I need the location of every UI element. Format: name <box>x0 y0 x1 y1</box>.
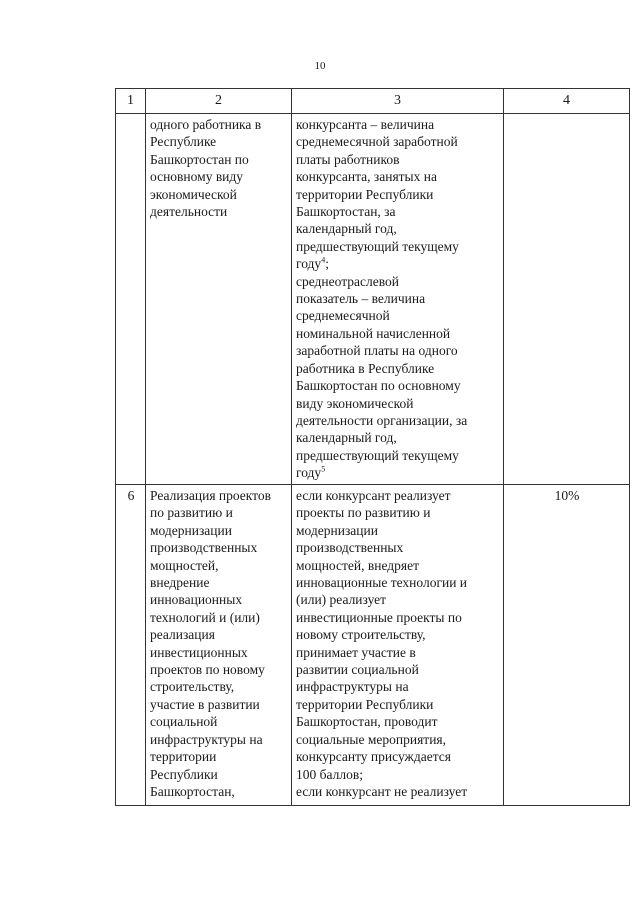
header-cell-1: 1 <box>116 89 146 114</box>
row-number-cell <box>116 114 146 485</box>
page-number: 10 <box>314 60 326 72</box>
method-cell <box>292 114 504 485</box>
header-cell-4: 4 <box>504 89 630 114</box>
footnote-ref: 4 <box>321 255 326 265</box>
criterion-cell: Реализация проектов по развитию и модернизации производственных мощностей, внедрение инновационных технологий и (или) реализация инвестиционных проектов по новому строительству, участие в развитии социальной инфраструктуры на территории Республики Башкортостан, <box>146 485 292 806</box>
criteria-table <box>115 88 630 806</box>
header-cell-3: 3 <box>292 89 504 114</box>
table-row <box>116 114 630 485</box>
method-text: ; среднеотраслевой показатель – величина среднемесячной номинальной начисленной заработной платы на одного работника в Республике Башкортостан по основному виду экономической деятельности организации, за календарный год, предшествующий текущему году <box>296 256 468 481</box>
footnote-ref: 5 <box>321 464 326 474</box>
criterion-cell: одного работника в Республике Башкортостан по основному виду экономической деятельности <box>146 114 292 485</box>
weight-cell <box>504 114 630 485</box>
method-cell: если конкурсант реализует проекты по развитию и модернизации производственных мощностей, внедряет инновационные технологии и (или) реализует инвестиционные проекты по новому строительству, принимает участие в развитии социальной инфраструктуры на территории Республики Башкортостан, проводит социальные мероприятия, конкурсанту присуждается 100 баллов; если конкурсант не реализует <box>292 485 504 806</box>
weight-cell: 10% <box>504 485 630 806</box>
table-row <box>116 485 630 806</box>
header-cell-2: 2 <box>146 89 292 114</box>
table-header-row <box>116 89 630 114</box>
row-number-cell: 6 <box>116 485 146 806</box>
method-text: конкурсанта – величина среднемесячной заработной платы работников конкурсанта, занятых на территории Республики Башкортостан, за календарный год, предшествующий текущему году <box>296 117 459 272</box>
